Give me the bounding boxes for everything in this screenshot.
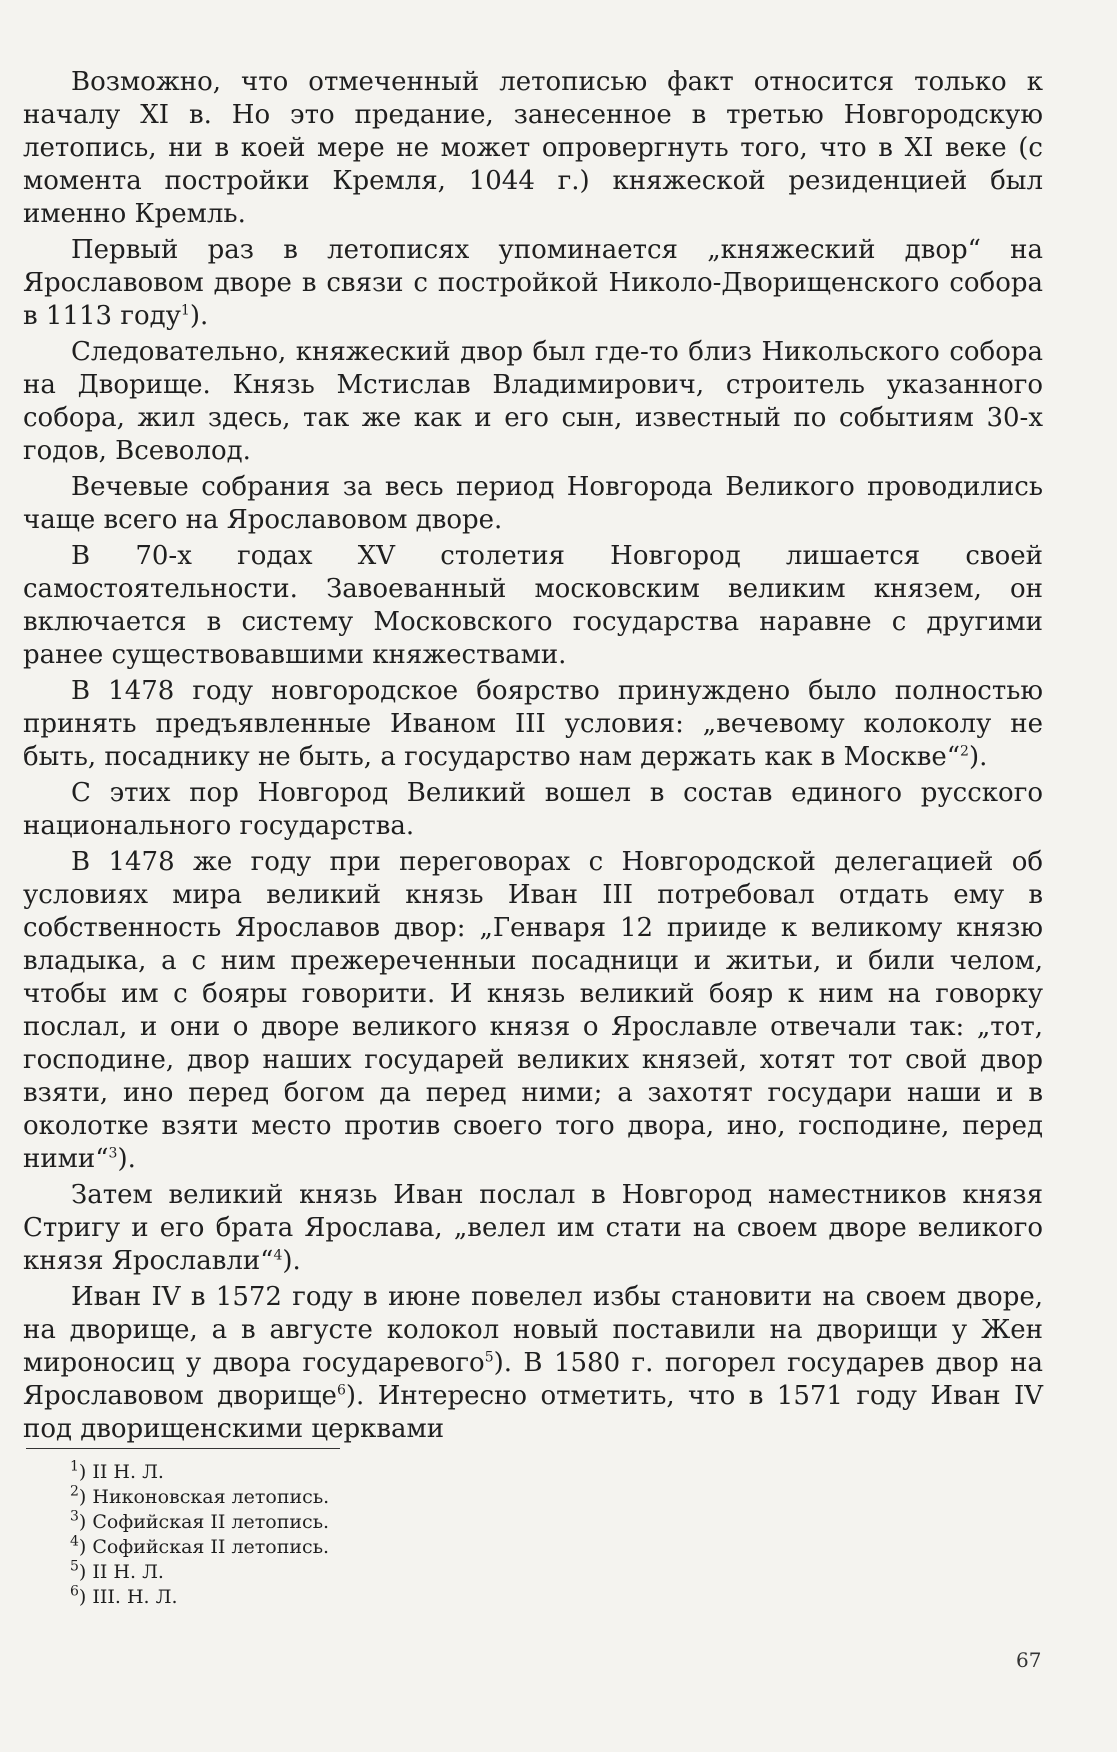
paragraph-10: Иван IV в 1572 году в июне повелел избы становити на своем дворе, на дворище, а в августе колокол новый поставили на дворищи у Жен мироносиц у двора государевого$^5$). В 1580 г. погорел государев двор на Ярославовом дворище$^6$). Интересно отметить, что в 1571 году Иван IV под дворищенскими церквами — [23, 1282, 1043, 1444]
paragraph-6: В 1478 году новгородское боярство принуждено было полностью принять предъявленные Иваном III условия: „вечевому колоколу не быть, посаднику не быть, а государство нам держать как в Москве“$^2$). — [23, 676, 1043, 772]
footnotes — [70, 1460, 670, 1610]
paragraph-7: С этих пор Новгород Великий вошел в состав единого русского национального государства. — [23, 778, 1043, 841]
paragraph-3: Следовательно, княжеский двор был где-то близ Никольского собора на Дворище. Князь Мстислав Владимирович, строитель указанного собора, жил здесь, так же как и его сын, известный по событиям 30-х годов, Всеволод. — [23, 337, 1043, 466]
footnote-ref-2: 2 — [960, 743, 969, 760]
footnote-ref-6: 6 — [336, 1382, 346, 1399]
paragraph-4: Вечевые собрания за весь период Новгорода Великого проводились чаще всего на Ярославовом дворе. — [23, 472, 1043, 535]
footnote-3: $^3$) Софийская II летопись. — [70, 1508, 330, 1533]
footnote-ref-1: 1 — [180, 302, 190, 319]
paragraph-1: Возможно, что отмеченный летописью факт относится только к началу XI в. Но это предание, занесенное в третью Новгородскую летопись, ни в коей мере не может опровергнуть того, что в XI веке (с момента постройки Кремля, 1044 г.) княжеской резиденцией был именно Кремль. — [23, 67, 1043, 229]
paragraph-9: Затем великий князь Иван послал в Новгород наместников князя Стригу и его брата Ярослава, „велел им стати на своем дворе великого князя Ярославли“$^4$). — [23, 1180, 1043, 1276]
footnote-divider — [26, 1448, 340, 1449]
footnote-ref-3: 3 — [108, 1145, 118, 1162]
page-number: 67 — [1016, 1648, 1042, 1672]
footnote-5: $^5$) II Н. Л. — [70, 1558, 164, 1583]
main-text — [23, 66, 1043, 1449]
footnote-6: $^6$) III. Н. Л. — [70, 1583, 178, 1608]
paragraph-2: Первый раз в летописях упоминается „княжеский двор“ на Ярославовом дворе в связи с постройкой Николо-Дворищенского собора в 1113 году$^1$). — [23, 235, 1043, 331]
paragraph-8: В 1478 же году при переговорах с Новгородской делегацией об условиях мира великий князь Иван III потребовал отдать ему в собственность Ярославов двор: „Генваря 12 прииде к великому князю владыка, а с ним прежереченныи посадници и житьи, и били челом, чтобы им с бояры говорити. И князь великий бояр к ним на говорку послал, и они о дворе великого князя о Ярославле отвечали так: „тот, господине, двор наших государей великих князей, хотят тот свой двор взяти, ино перед богом да перед ними; а захотят государи наши и в околотке взяти место против своего того двора, ино, господине, перед ними“$^3$). — [23, 847, 1043, 1174]
paragraph-5: В 70-х годах XV столетия Новгород лишается своей самостоятельности. Завоеванный московским великим князем, он включается в систему Московского государства наравне с другими ранее существовавшими княжествами. — [23, 541, 1043, 670]
footnote-ref-5: 5 — [484, 1349, 494, 1366]
footnote-ref-4: 4 — [273, 1247, 283, 1264]
footnote-2: $^2$) Никоновская летопись. — [70, 1483, 330, 1508]
footnote-1: $^1$) II Н. Л. — [70, 1458, 164, 1483]
footnote-4: $^4$) Софийская II летопись. — [70, 1533, 330, 1558]
